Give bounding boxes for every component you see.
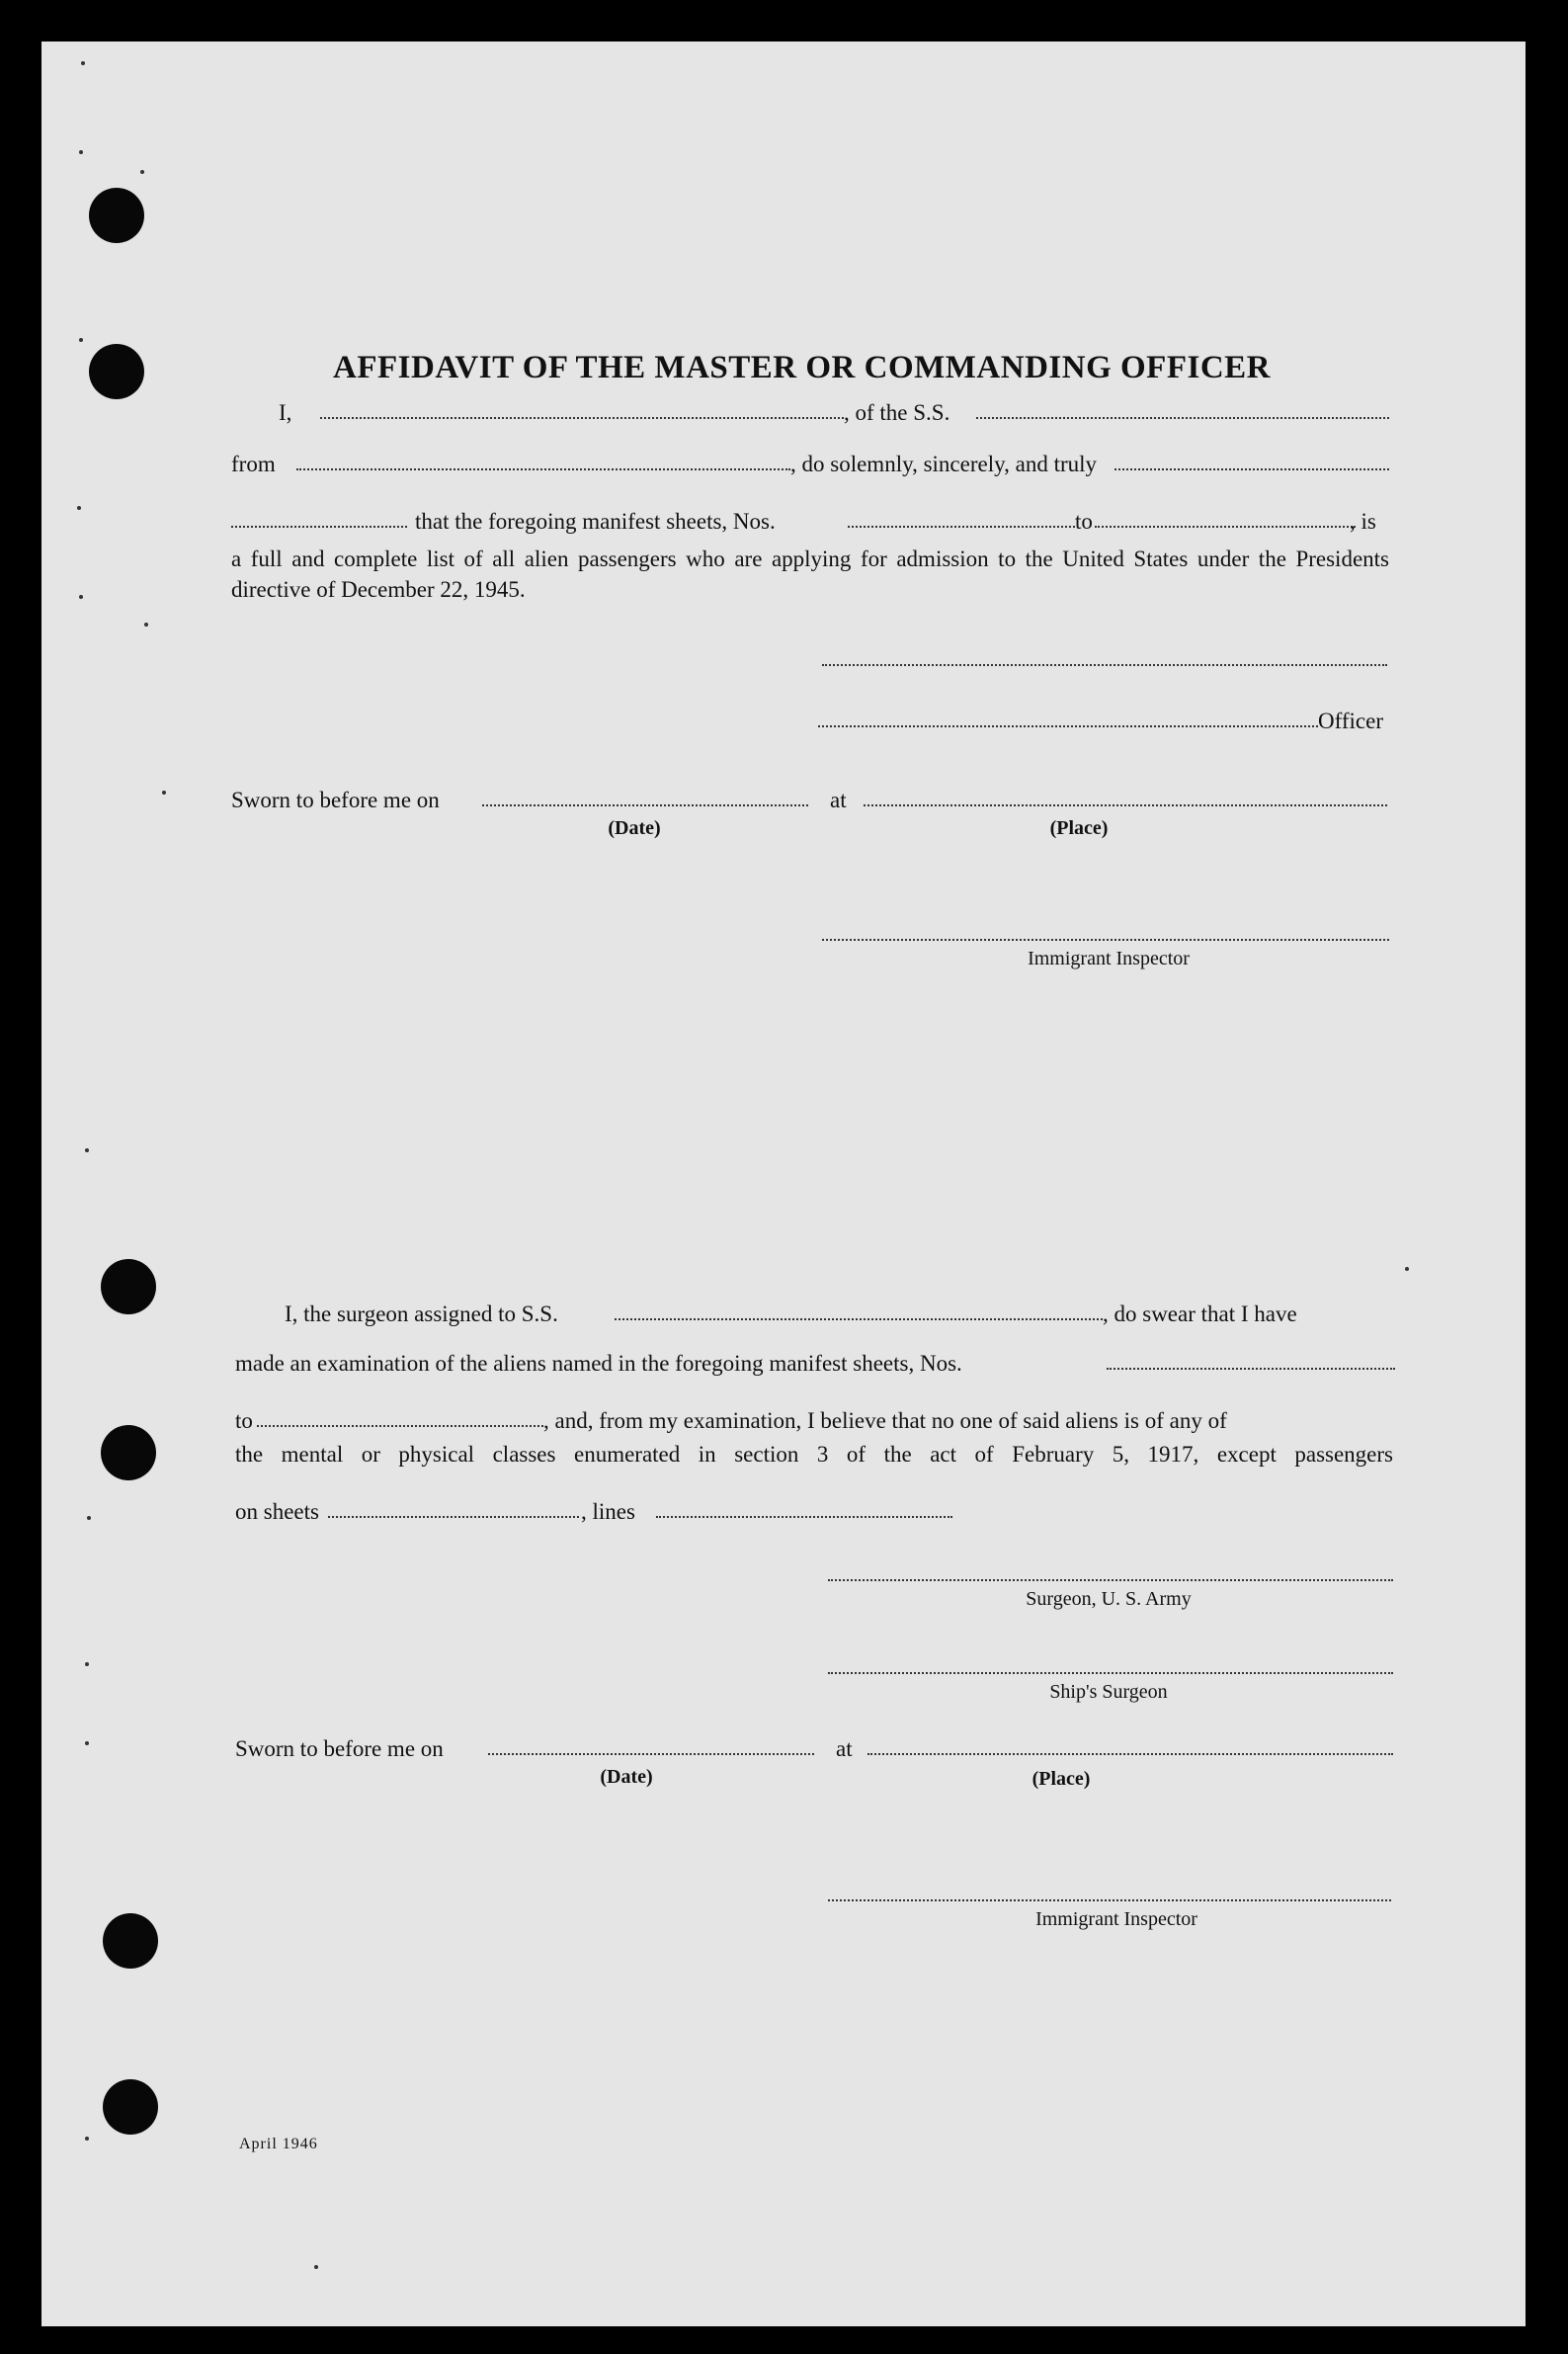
ship-surgeon-label: Ship's Surgeon xyxy=(1049,1681,1168,1703)
port-from-field[interactable] xyxy=(296,468,790,470)
surgeon-date-caption: (Date) xyxy=(600,1766,653,1788)
speck xyxy=(79,150,83,154)
surgeon-sworn-place-field[interactable] xyxy=(867,1753,1393,1755)
master-to-label: to xyxy=(1075,509,1093,534)
master-i-label: I, xyxy=(279,400,292,425)
surgeon-sheets-to-field[interactable] xyxy=(257,1425,543,1427)
punch-hole xyxy=(101,1259,156,1314)
speck xyxy=(87,1516,91,1520)
master-name-field[interactable] xyxy=(320,417,844,419)
speck xyxy=(144,623,148,627)
surgeon-line2: made an examination of the aliens named in the foregoing manifest sheets, Nos. xyxy=(235,1351,962,1376)
master-paragraph: a full and complete list of all alien passengers who are applying for admission to the United States under the Presidents directive of December 22, 1945. xyxy=(231,546,1389,602)
speck xyxy=(85,1148,89,1152)
speck xyxy=(77,506,81,510)
speck xyxy=(85,2137,89,2141)
officer-signature-line-1[interactable] xyxy=(822,664,1387,666)
master-place-caption: (Place) xyxy=(1049,817,1109,839)
oath-verb-field[interactable] xyxy=(231,526,407,528)
master-sworn-date-field[interactable] xyxy=(482,804,808,806)
surgeon-sworn-label: Sworn to before me on xyxy=(235,1736,444,1761)
speck xyxy=(79,595,83,599)
officer-label: Officer xyxy=(1318,709,1383,733)
master-of-ss-label: , of the S.S. xyxy=(844,400,950,425)
punch-hole xyxy=(101,1425,156,1480)
master-at-label: at xyxy=(830,788,847,812)
surgeon-to-label: to xyxy=(235,1408,253,1433)
surgeon-line1-end: , do swear that I have xyxy=(1103,1302,1297,1326)
officer-signature-line-2[interactable] xyxy=(818,725,1318,727)
master-is-label: , is xyxy=(1350,509,1376,534)
ship-surgeon-signature-line[interactable] xyxy=(828,1672,1393,1674)
surgeon-sheets-from-field[interactable] xyxy=(1107,1368,1395,1370)
punch-hole xyxy=(89,188,144,243)
form-date-footer: April 1946 xyxy=(239,2136,318,2152)
speck xyxy=(140,170,144,174)
speck xyxy=(162,791,166,795)
speck xyxy=(81,61,85,65)
surgeon-except-sheets-field[interactable] xyxy=(328,1516,579,1518)
inspector-label: Immigrant Inspector xyxy=(1028,948,1190,969)
surgeon-place-caption: (Place) xyxy=(1032,1768,1091,1790)
surgeon-at-label: at xyxy=(836,1736,853,1761)
master-solemnly-label: , do solemnly, sincerely, and truly xyxy=(790,452,1098,476)
speck xyxy=(85,1662,89,1666)
speck xyxy=(1405,1267,1409,1271)
oath-type-field[interactable] xyxy=(1114,468,1389,470)
surgeon-except-lines-field[interactable] xyxy=(656,1516,952,1518)
surgeon-line3-rest: , and, from my examination, I believe that no one of said aliens is of any of xyxy=(543,1408,1227,1433)
sheets-to-field[interactable] xyxy=(1095,526,1356,528)
surgeon-line4: the mental or physical classes enumerated in section 3 of the act of February 5, 1917, except passengers xyxy=(235,1442,1393,1467)
punch-hole xyxy=(103,1913,158,1969)
surgeon-lines-label: , lines xyxy=(581,1499,635,1524)
surgeon-inspector-label: Immigrant Inspector xyxy=(1035,1908,1197,1930)
army-surgeon-signature-line[interactable] xyxy=(828,1579,1393,1581)
master-sworn-place-field[interactable] xyxy=(864,804,1387,806)
inspector-signature-line[interactable] xyxy=(822,939,1389,941)
surgeon-line1: I, the surgeon assigned to S.S. xyxy=(285,1302,558,1326)
surgeon-sworn-date-field[interactable] xyxy=(488,1753,814,1755)
surgeon-inspector-signature-line[interactable] xyxy=(828,1899,1391,1901)
speck xyxy=(85,1741,89,1745)
master-date-caption: (Date) xyxy=(608,817,661,839)
master-from-label: from xyxy=(231,452,276,476)
army-surgeon-label: Surgeon, U. S. Army xyxy=(1026,1588,1192,1610)
speck xyxy=(314,2265,318,2269)
punch-hole xyxy=(89,344,144,399)
surgeon-ship-field[interactable] xyxy=(615,1318,1103,1320)
ship-name-field[interactable] xyxy=(976,417,1389,419)
sheets-from-field[interactable] xyxy=(848,526,1075,528)
surgeon-sheets-label: on sheets xyxy=(235,1499,319,1524)
speck xyxy=(79,338,83,342)
punch-hole xyxy=(103,2079,158,2135)
document-page xyxy=(41,42,1526,2326)
master-sworn-label: Sworn to before me on xyxy=(231,788,440,812)
page-title: AFFIDAVIT OF THE MASTER OR COMMANDING OFFICER xyxy=(333,350,1271,385)
master-that-label: that the foregoing manifest sheets, Nos. xyxy=(415,509,776,534)
